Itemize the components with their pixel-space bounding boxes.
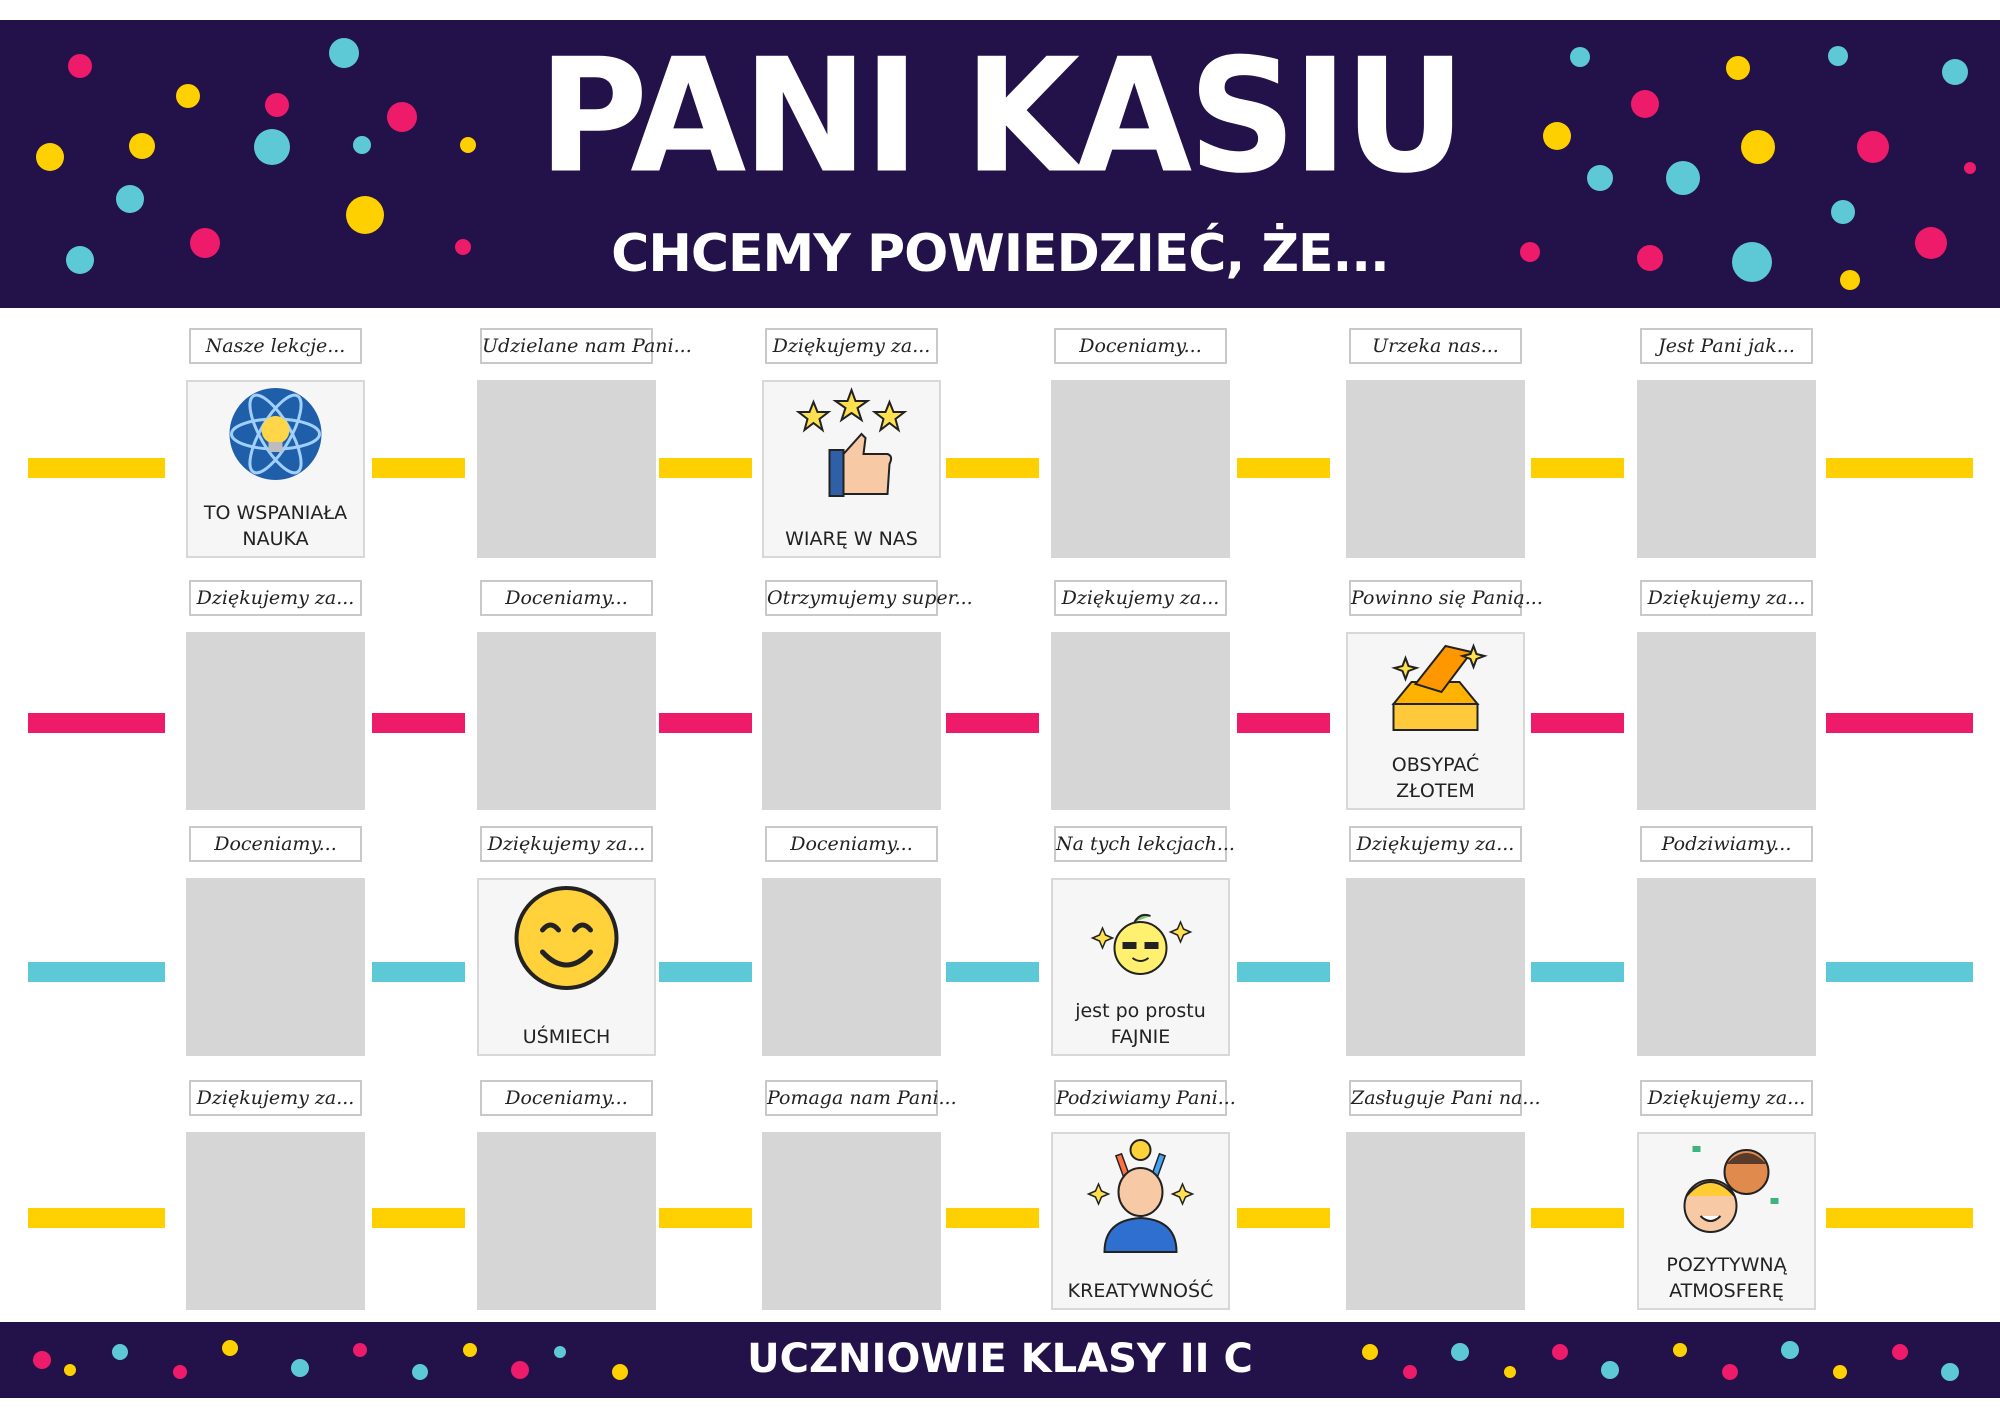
empty-photo-slot[interactable] <box>1051 632 1230 810</box>
connector-bar <box>946 713 1039 733</box>
connector-bar <box>28 458 165 478</box>
connector-bar <box>1237 458 1330 478</box>
connector-bar <box>1826 962 1973 982</box>
page-title: PANI KASIU <box>538 25 1462 209</box>
connector-bar <box>659 713 752 733</box>
prompt-label: Doceniamy... <box>1054 328 1227 364</box>
sticker-caption: WIARĘ W NAS <box>785 528 918 550</box>
prompt-label: Jest Pani jak... <box>1640 328 1813 364</box>
sticker-caption: jest po prostu <box>1075 1000 1206 1022</box>
connector-bar <box>946 962 1039 982</box>
connector-bar <box>659 1208 752 1228</box>
empty-photo-slot[interactable] <box>186 1132 365 1310</box>
empty-photo-slot[interactable] <box>1346 380 1525 558</box>
sticker-caption: NAUKA <box>242 528 309 550</box>
connector-bar <box>1531 713 1624 733</box>
empty-photo-slot[interactable] <box>762 632 941 810</box>
connector-bar <box>946 1208 1039 1228</box>
connector-bar <box>1237 1208 1330 1228</box>
sticker-caption: ZŁOTEM <box>1396 780 1475 802</box>
connector-bar <box>1826 1208 1973 1228</box>
connector-bar <box>372 962 465 982</box>
sticker-caption: UŚMIECH <box>522 1026 611 1048</box>
sticker-caption: POZYTYWNĄ <box>1666 1254 1787 1276</box>
gold-bars-icon <box>1348 634 1523 754</box>
prompt-label: Doceniamy... <box>480 580 653 616</box>
empty-photo-slot[interactable] <box>1637 878 1816 1056</box>
prompt-label: Doceniamy... <box>765 826 938 862</box>
empty-photo-slot[interactable] <box>762 878 941 1056</box>
connector-bar <box>1531 962 1624 982</box>
empty-photo-slot[interactable] <box>762 1132 941 1310</box>
sticker-caption: OBSYPAĆ <box>1391 754 1480 776</box>
atom-bulb-icon <box>188 382 363 502</box>
connector-bar <box>659 962 752 982</box>
connector-bar <box>28 713 165 733</box>
prompt-label: Udzielane nam Pani... <box>480 328 653 364</box>
prompt-label: Podziwiamy... <box>1640 826 1813 862</box>
creative-head-icon <box>1053 1134 1228 1254</box>
empty-photo-slot[interactable] <box>477 380 656 558</box>
connector-bar <box>372 1208 465 1228</box>
connector-bar <box>1531 1208 1624 1228</box>
empty-photo-slot[interactable] <box>1051 380 1230 558</box>
page-subtitle: CHCEMY POWIEDZIEĆ, ŻE... <box>611 224 1389 284</box>
prompt-label: Dziękujemy za... <box>1054 580 1227 616</box>
sticker-card <box>477 878 656 1056</box>
empty-photo-slot[interactable] <box>186 878 365 1056</box>
prompt-label: Powinno się Panią... <box>1349 580 1522 616</box>
connector-bar <box>1826 713 1973 733</box>
sticker-caption: ATMOSFERĘ <box>1669 1280 1784 1302</box>
connector-bar <box>1237 713 1330 733</box>
empty-photo-slot[interactable] <box>1637 380 1816 558</box>
sticker-caption: FAJNIE <box>1110 1026 1171 1048</box>
prompt-label: Dziękujemy za... <box>1640 1080 1813 1116</box>
prompt-label: Nasze lekcje... <box>189 328 362 364</box>
prompt-label: Pomaga nam Pani... <box>765 1080 938 1116</box>
connector-bar <box>946 458 1039 478</box>
connector-bar <box>1826 458 1973 478</box>
thumbs-up-stars-icon <box>764 382 939 502</box>
prompt-label: Urzeka nas... <box>1349 328 1522 364</box>
prompt-label: Doceniamy... <box>480 1080 653 1116</box>
prompt-label: Otrzymujemy super... <box>765 580 938 616</box>
sticker-card <box>762 380 941 558</box>
smiley-face-icon <box>479 880 654 1000</box>
prompt-label: Doceniamy... <box>189 826 362 862</box>
empty-photo-slot[interactable] <box>1346 1132 1525 1310</box>
sticker-card <box>1637 1132 1816 1310</box>
connector-bar <box>28 962 165 982</box>
empty-photo-slot[interactable] <box>186 632 365 810</box>
sticker-card <box>1051 878 1230 1056</box>
prompt-label: Dziękujemy za... <box>189 580 362 616</box>
cool-lemon-icon <box>1053 880 1228 1000</box>
connector-bar <box>1531 458 1624 478</box>
footer-signature: UCZNIOWIE KLASY II C <box>747 1336 1253 1382</box>
prompt-label: Zasługuje Pani na... <box>1349 1080 1522 1116</box>
empty-photo-slot[interactable] <box>1637 632 1816 810</box>
prompt-label: Na tych lekcjach... <box>1054 826 1227 862</box>
sticker-card <box>1346 632 1525 810</box>
prompt-label: Dziękujemy za... <box>1640 580 1813 616</box>
connector-bar <box>28 1208 165 1228</box>
empty-photo-slot[interactable] <box>477 632 656 810</box>
sticker-card <box>186 380 365 558</box>
prompt-label: Dziękujemy za... <box>765 328 938 364</box>
connector-bar <box>372 458 465 478</box>
prompt-label: Podziwiamy Pani... <box>1054 1080 1227 1116</box>
sticker-caption: TO WSPANIAŁA <box>203 502 348 524</box>
sticker-caption: KREATYWNOŚĆ <box>1067 1280 1214 1302</box>
happy-kids-icon <box>1639 1134 1814 1254</box>
prompt-label: Dziękujemy za... <box>480 826 653 862</box>
sticker-card <box>1051 1132 1230 1310</box>
connector-bar <box>659 458 752 478</box>
prompt-label: Dziękujemy za... <box>189 1080 362 1116</box>
prompt-label: Dziękujemy za... <box>1349 826 1522 862</box>
empty-photo-slot[interactable] <box>477 1132 656 1310</box>
empty-photo-slot[interactable] <box>1346 878 1525 1056</box>
connector-bar <box>372 713 465 733</box>
connector-bar <box>1237 962 1330 982</box>
